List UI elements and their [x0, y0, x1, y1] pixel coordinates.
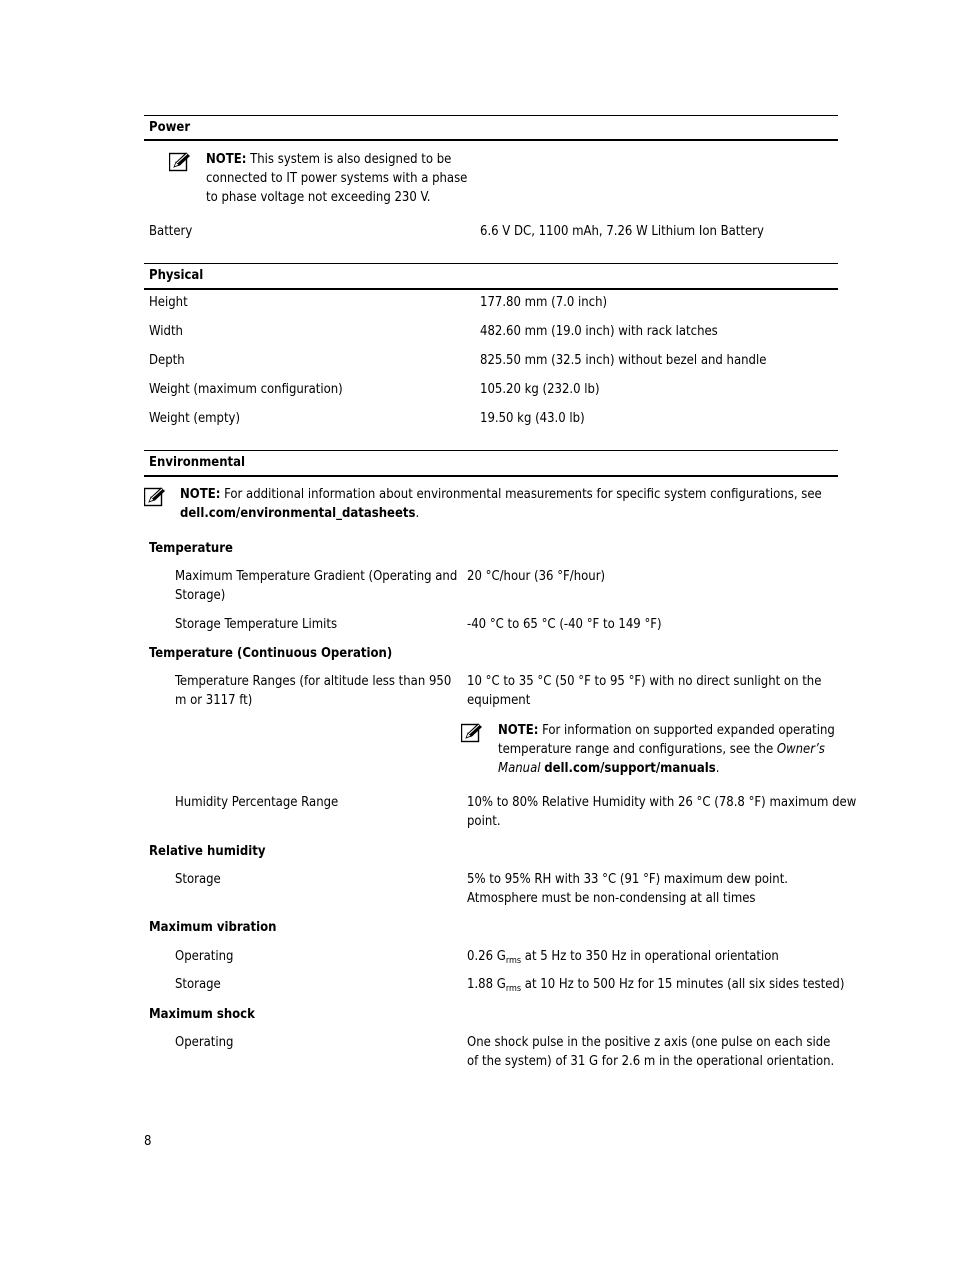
environmental-note-text: For additional information about environmental measurements for specific system configurations, see: [224, 487, 822, 502]
vibration-operating-pre: 0.26 G: [467, 949, 506, 964]
shock-operating-value-line1: One shock pulse in the positive z axis (one pulse on each side: [467, 1035, 831, 1050]
max-vibration-header: Maximum vibration: [149, 920, 277, 935]
temp-gradient-value: 20 °C/hour (36 °F/hour): [467, 569, 606, 584]
temp-ranges-value-line2: equipment: [467, 693, 531, 708]
max-shock-header: Maximum shock: [149, 1007, 255, 1022]
power-header: Power: [149, 120, 191, 135]
temp-gradient-label-line1: Maximum Temperature Gradient (Operating and: [175, 569, 458, 584]
environmental-note-end: .: [415, 506, 420, 521]
environmental-note-label: NOTE:: [180, 487, 221, 502]
continuous-note: [498, 721, 835, 778]
environmental-header-rule: [144, 475, 838, 477]
note-pencil-icon: [461, 723, 483, 743]
battery-label: Battery: [149, 224, 193, 239]
owners-manual-italic: Owner’s: [776, 742, 825, 757]
humidity-range-value-line1: 10% to 80% Relative Humidity with 26 °C (78.8 °F) maximum dew: [467, 795, 857, 810]
relative-humidity-header: Relative humidity: [149, 844, 266, 859]
width-label: Width: [149, 324, 183, 339]
power-note-line1: This system is also designed to be: [250, 152, 452, 167]
height-label: Height: [149, 295, 188, 310]
power-note-label: NOTE:: [206, 152, 247, 167]
shock-operating-value: [467, 1033, 834, 1071]
physical-header: Physical: [149, 268, 204, 283]
vibration-operating-post: at 5 Hz to 350 Hz in operational orientation: [521, 949, 779, 964]
note-pencil-icon: [169, 152, 191, 172]
humidity-range-label: Humidity Percentage Range: [175, 795, 339, 810]
temp-ranges-value: [467, 672, 821, 710]
temp-gradient-label: [175, 567, 457, 605]
power-top-rule: [144, 115, 838, 116]
vibration-operating-value: [467, 947, 779, 966]
vibration-storage-sub: rms: [505, 984, 522, 994]
shock-operating-label: Operating: [175, 1035, 234, 1050]
manual-italic: Manual: [498, 761, 541, 776]
weight-empty-label: Weight (empty): [149, 411, 241, 426]
continuous-note-end: .: [715, 761, 720, 776]
vibration-storage-pre: 1.88 G: [467, 977, 506, 992]
weight-empty-value: 19.50 kg (43.0 lb): [480, 411, 585, 426]
power-note: [206, 150, 467, 207]
temp-ranges-label-line1: Temperature Ranges (for altitude less than 950: [175, 674, 452, 689]
rh-storage-value-line2: Atmosphere must be non-condensing at all times: [467, 891, 756, 906]
continuous-operation-header: Temperature (Continuous Operation): [149, 646, 393, 661]
weight-max-value: 105.20 kg (232.0 lb): [480, 382, 600, 397]
rh-storage-value-line1: 5% to 95% RH with 33 °C (91 °F) maximum dew point.: [467, 872, 789, 887]
weight-max-label: Weight (maximum configuration): [149, 382, 343, 397]
power-note-line3: to phase voltage not exceeding 230 V.: [206, 190, 431, 205]
power-header-rule: [144, 139, 838, 141]
continuous-note-line2: temperature range and configurations, see the: [498, 742, 774, 757]
rh-storage-value: [467, 870, 788, 908]
note-pencil-icon: [144, 487, 166, 507]
battery-value: 6.6 V DC, 1100 mAh, 7.26 W Lithium Ion Battery: [480, 224, 764, 239]
storage-temp-label: Storage Temperature Limits: [175, 617, 338, 632]
temp-gradient-label-line2: Storage): [175, 588, 226, 603]
temperature-header: Temperature: [149, 541, 233, 556]
vibration-storage-post: at 10 Hz to 500 Hz for 15 minutes (all six sides tested): [521, 977, 845, 992]
vibration-operating-sub: rms: [505, 956, 522, 966]
rh-storage-label: Storage: [175, 872, 221, 887]
shock-operating-value-line2: of the system) of 31 G for 2.6 m in the operational orientation.: [467, 1054, 835, 1069]
physical-header-rule: [144, 288, 838, 290]
temp-ranges-value-line1: 10 °C to 35 °C (50 °F to 95 °F) with no direct sunlight on the: [467, 674, 822, 689]
storage-temp-value: -40 °C to 65 °C (-40 °F to 149 °F): [467, 617, 662, 632]
height-value: 177.80 mm (7.0 inch): [480, 295, 608, 310]
environmental-top-rule: [144, 450, 838, 451]
depth-label: Depth: [149, 353, 185, 368]
physical-top-rule: [144, 263, 838, 264]
vibration-storage-value: [467, 975, 844, 994]
support-manuals-link[interactable]: dell.com/support/manuals: [544, 761, 716, 776]
environmental-datasheets-link[interactable]: dell.com/environmental_datasheets: [180, 506, 416, 521]
environmental-note: [180, 485, 830, 523]
power-note-line2: connected to IT power systems with a phase: [206, 171, 468, 186]
humidity-range-value-line2: point.: [467, 814, 501, 829]
humidity-range-value: [467, 793, 856, 831]
environmental-header: Environmental: [149, 455, 246, 470]
continuous-note-label: NOTE:: [498, 723, 539, 738]
temp-ranges-label-line2: m or 3117 ft): [175, 693, 253, 708]
vibration-operating-label: Operating: [175, 949, 234, 964]
width-value: 482.60 mm (19.0 inch) with rack latches: [480, 324, 718, 339]
page-number: 8: [144, 1134, 152, 1149]
continuous-note-line1: For information on supported expanded operating: [542, 723, 835, 738]
depth-value: 825.50 mm (32.5 inch) without bezel and handle: [480, 353, 767, 368]
temp-ranges-label: [175, 672, 451, 710]
vibration-storage-label: Storage: [175, 977, 221, 992]
